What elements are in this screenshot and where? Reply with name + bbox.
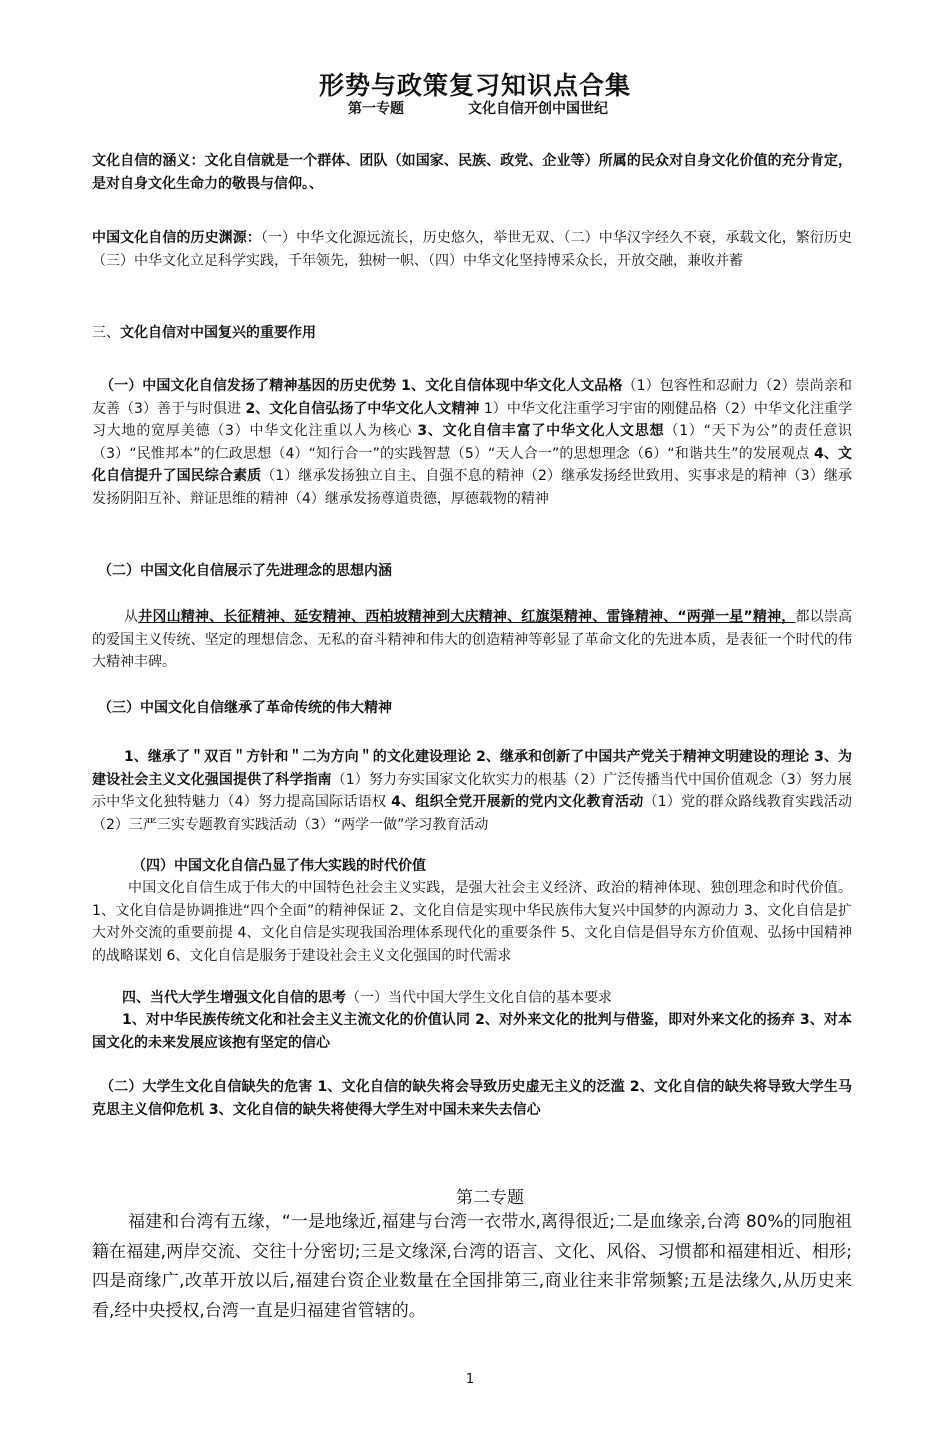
student-thinking-text: （一）当代中国大学生文化自信的基本要求 [346, 990, 612, 1006]
section-2-body: 福建和台湾有五缘，“一是地缘近,福建与台湾一衣带水,离得很近;二是血缘亲,台湾 80%的同胞祖籍在福建,两岸交流、交往十分密切;三是文缘深,台湾的语言、文化、风俗、习惯都和福建相近、相形;四是商缘广,改革开放以后,福建台资企业数量在全国排第三,商业往来非常频繁;五是法缘久,从历史来看,经中央授权,台湾一直是归福建省管辖的。 [92, 1212, 852, 1321]
heritage-point-2: 2、文化自信弘扬了中华文化人文精神 [245, 400, 480, 417]
historical-origins-text: （一）中华文化源远流长，历史悠久，举世无双、（二）中华汉字经久不衰，承载文化，繁衍历史（三）中华文化立足科学实践，千年领先，独树一帜、（四）中华文化坚持博采众长，开放交融，兼收并蓄 [92, 230, 852, 269]
section-heading-revolutionary-tradition: （三）中国文化自信继承了革命传统的伟大精神 [98, 700, 392, 716]
document-title: 形势与政策复习知识点合集 [318, 71, 631, 100]
heritage-point-1-detail: （1）包容性和忍耐力（2）崇尚亲和友善（3）善于与时俱进 [92, 378, 852, 417]
heritage-point-2-detail: 1）中华文化注重学习宇宙的刚健品格（2）中华文化注重学习大地的宽厚美德（3）中华文化注重以人为核心 [92, 400, 852, 439]
historical-origins-label: 中国文化自信的历史渊源： [92, 230, 261, 246]
cultural-theory-point-4-detail: （1）党的群众路线教育实践活动（2）三严三实专题教育实践活动（3）“两学一做”学习教育活动 [92, 794, 852, 833]
section-heading-3 [92, 323, 842, 343]
paragraph-student-thinking [92, 987, 852, 1010]
cultural-theory-detail: （1）努力夯实国家文化软实力的根基（2）广泛传播当代中国价值观念（3）努力展示中华文化独特魅力（4）努力提高国际话语权 [92, 771, 852, 810]
cultural-theory-point-4: 4、组织全党开展新的党内文化教育活动 [391, 794, 644, 810]
section-heading-advanced-ideas: （二）中国文化自信展示了先进理念的思想内涵 [98, 563, 392, 579]
section-heading-3-prefix: 三、 [92, 325, 120, 341]
student-thinking-heading: 四、当代大学生增强文化自信的思考 [122, 990, 346, 1006]
section-2-title: 第二专题 [456, 1188, 524, 1208]
heritage-point-4-detail: （1）继承发扬独立自主、自强不息的精神（2）继承发扬经世致用、实事求是的精神（3）继承发扬阴阳互补、辩证思维的精神（4）继承发扬尊道贵德，厚德载物的精神 [92, 468, 852, 507]
paragraph-cultural-confidence-definition: 文化自信的涵义：文化自信就是一个群体、团队（如国家、民族、政党、企业等）所属的民众对自身文化价值的充分肯定，是对自身文化生命力的敬畏与信仰。、 [92, 153, 852, 192]
paragraph-cultural-theory [92, 746, 852, 836]
section-heading-3-text: 文化自信对中国复兴的重要作用 [120, 325, 316, 341]
paragraph-confidence-loss-harm: （二）大学生文化自信缺失的危害 1、文化自信的缺失将会导致历史虚无主义的泛滥 2、文化自信的缺失将导致大学生马克思主义信仰危机 3、文化自信的缺失将使得大学生对中国未来失去信心 [92, 1079, 852, 1118]
revolutionary-spirits-text: 都以崇高的爱国主义传统、坚定的理想信念、无私的奋斗精神和伟大的创造精神等彰显了革命文化的先进本质，是表征一个时代的伟大精神丰碑。 [92, 609, 853, 670]
page-number: 1 [465, 1372, 475, 1387]
paragraph-heritage-advantage [92, 375, 852, 510]
subtitle-name: 文化自信开创中国世纪 [468, 101, 608, 117]
heritage-point-3-detail: （1）“天下为公”的责任意识（3）“民惟邦本”的仁政思想（4）“知行合一”的实践智慧（5）“天人合一”的思想理念（6）“和谐共生”的发展观点 [92, 423, 852, 462]
paragraph-student-requirements: 1、对中华民族传统文化和社会主义主流文化的价值认同 2、对外来文化的批判与借鉴，即对外来文化的扬弃 3、对本国文化的未来发展应该抱有坚定的信心 [92, 1012, 852, 1051]
cultural-theory-points: 1、继承了＂双百＂方针和＂二为方向＂的文化建设理论 2、继承和创新了中国共产党关于精神文明建设的理论 3、为建设社会主义文化强国提供了科学指南 [92, 749, 852, 788]
heritage-point-4: 4、文化自信提升了国民综合素质 [92, 445, 853, 484]
document-subtitle [348, 98, 608, 118]
heritage-point-1: （一）中国文化自信发扬了精神基因的历史优势 1、文化自信体现中华文化人文品格 [100, 378, 623, 394]
heritage-point-3: 3、文化自信丰富了中华文化人文思想 [417, 423, 665, 439]
revolutionary-spirits-lead: 从 [124, 609, 139, 625]
paragraph-practice-value: 中国文化自信生成于伟大的中国特色社会主义实践，是强大社会主义经济、政治的精神体现、独创理念和时代价值。1、文化自信是协调推进“四个全面”的精神保证 2、文化自信是实现中华民族伟大复兴中国梦的内源动力 3、文化自信是扩大对外交流的重要前提 4、文化自信是实现我国治理体系现代化的重要条件 5、文化自信是倡导东方价值观、弘扬中国精神的战略谋划 6、文化自信是服务于建设社会主义文化强国的时代需求 [92, 880, 852, 964]
paragraph-historical-origins [92, 227, 852, 272]
paragraph-revolutionary-spirits [92, 606, 852, 674]
section-heading-practice-value: （四）中国文化自信凸显了伟大实践的时代价值 [132, 858, 426, 874]
revolutionary-spirits-list: 井冈山精神、长征精神、延安精神、西柏坡精神到大庆精神、红旗渠精神、雷锋精神、“两弹一星”精神， [138, 609, 796, 625]
subtitle-topic: 第一专题 [348, 101, 404, 117]
